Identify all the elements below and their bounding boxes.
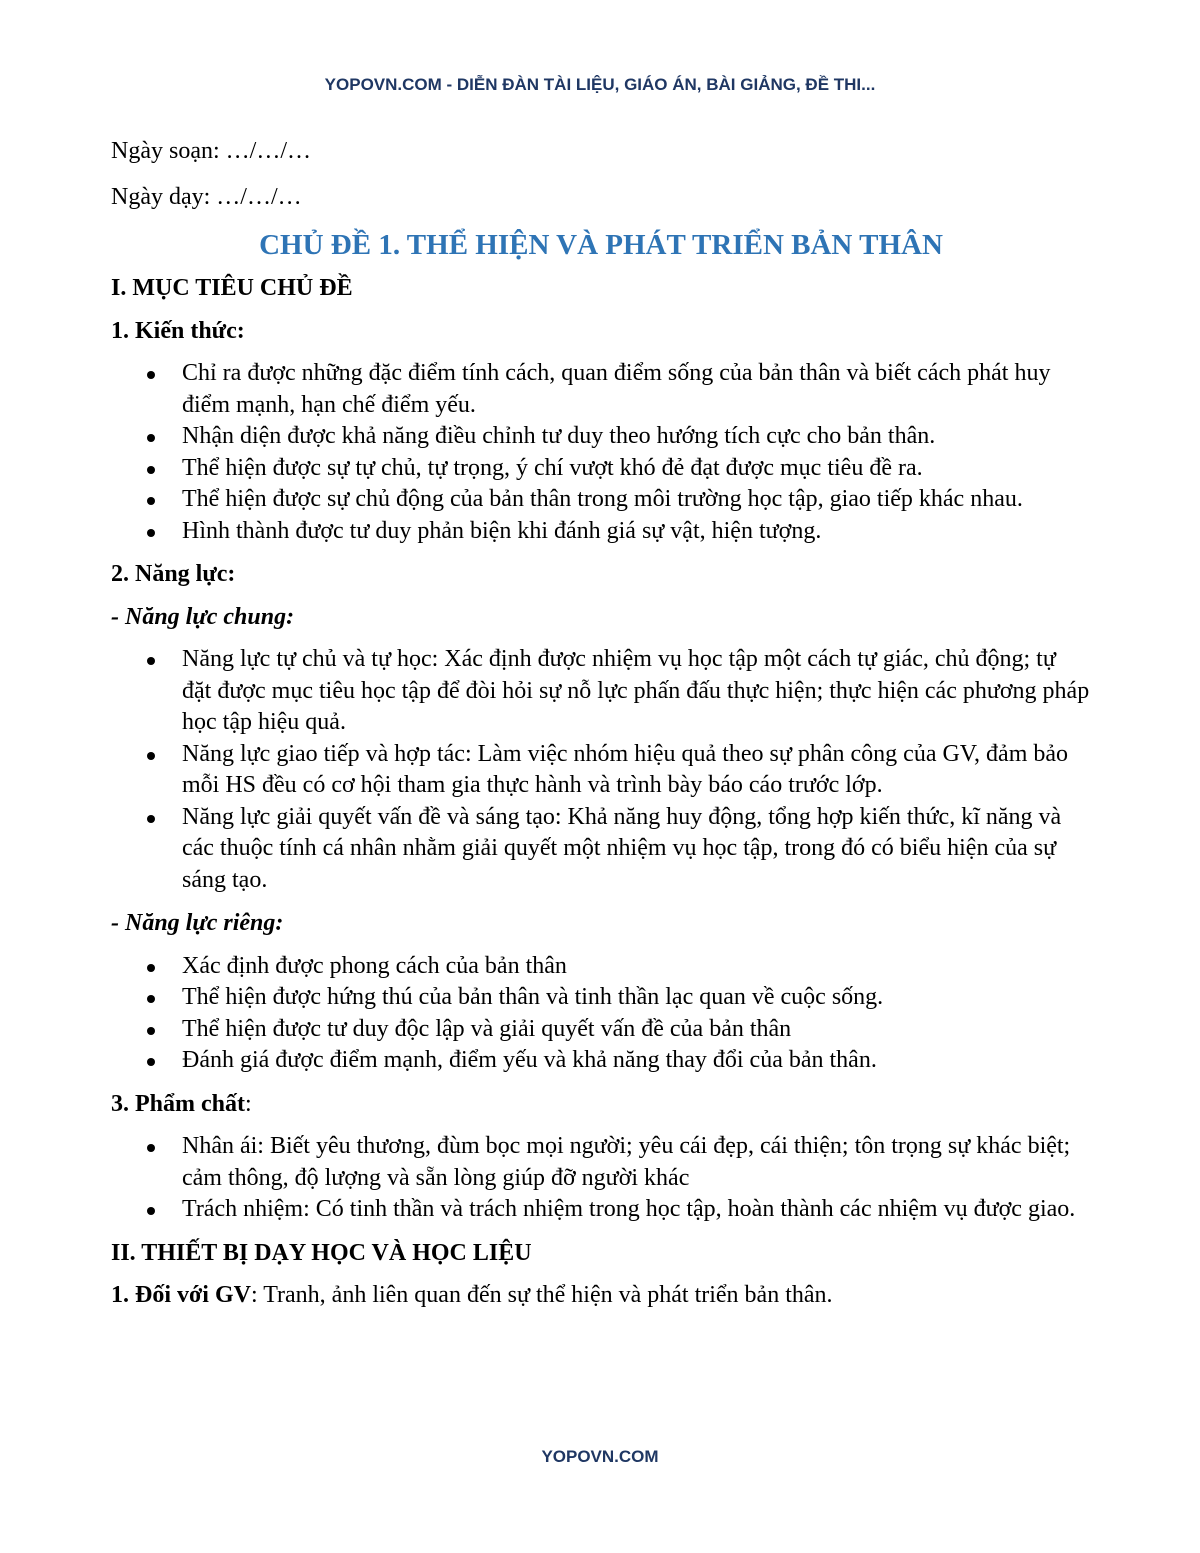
list-item-text: Thể hiện được tư duy độc lập và giải quyết vấn đề của bản thân (182, 1015, 792, 1042)
section-heading-equipment: II. THIẾT BỊ DẠY HỌC VÀ HỌC LIỆU (111, 1239, 532, 1266)
subheading-general-competence: - Năng lực chung: (111, 603, 295, 630)
list-item (111, 1194, 1091, 1226)
list-item (111, 453, 1091, 485)
specific-competence-list (111, 951, 1091, 1077)
list-item (111, 516, 1091, 548)
bullet-icon (147, 1027, 155, 1035)
qualities-list (111, 1131, 1091, 1226)
list-item-text: Thể hiện được sự tự chủ, tự trọng, ý chí vượt khó đẻ đạt được mục tiêu đề ra. (182, 454, 923, 481)
list-item (111, 739, 1091, 802)
ngay-day: Ngày dạy: …/…/… (111, 183, 302, 210)
teacher-equipment-label: 1. Đối với GV (111, 1282, 251, 1308)
list-item (111, 1014, 1091, 1046)
list-item (111, 802, 1091, 897)
list-item (111, 484, 1091, 516)
topic-title: CHỦ ĐỀ 1. THỂ HIỆN VÀ PHÁT TRIỂN BẢN THÂN (259, 229, 943, 261)
subheading-qualities (111, 1089, 1091, 1121)
subheading-knowledge: 1. Kiến thức: (111, 317, 245, 344)
bullet-icon (147, 657, 155, 665)
general-competence-list (111, 644, 1091, 896)
document-body (111, 136, 1091, 1326)
subheading-competence: 2. Năng lực: (111, 561, 236, 587)
bullet-icon (147, 815, 155, 823)
list-item (111, 421, 1091, 453)
list-item (111, 982, 1091, 1014)
list-item-text: Đánh giá được điểm mạnh, điểm yếu và khả năng thay đổi của bản thân. (182, 1047, 877, 1073)
bullet-icon (147, 752, 155, 760)
list-item (111, 951, 1091, 983)
page-header: YOPOVN.COM - DIỄN ĐÀN TÀI LIỆU, GIÁO ÁN, BÀI GIẢNG, ĐỀ THI... (324, 75, 876, 94)
list-item-text: Thể hiện được sự chủ động của bản thân trong môi trường học tập, giao tiếp khác nhau. (182, 486, 1023, 512)
list-item-text: Trách nhiệm: Có tinh thần và trách nhiệm trong học tập, hoàn thành các nhiệm vụ được giao. (182, 1196, 1076, 1222)
list-item (111, 1131, 1091, 1194)
bullet-icon (147, 434, 155, 442)
list-item-text: Năng lực giải quyết vấn đề và sáng tạo: Khả năng huy động, tổng hợp kiến thức, kĩ năng và các thuộc tính cá nhân nhằm giải quyết một nhiệm vụ học tập, trong đó có biểu hiện của sự sáng tạo. (182, 803, 1062, 893)
subheading-specific-competence: - Năng lực riêng: (111, 910, 284, 936)
list-item-text: Nhân ái: Biết yêu thương, đùm bọc mọi người; yêu cái đẹp, cái thiện; tôn trọng sự khác biệt; cảm thông, độ lượng và sẵn lòng giúp đỡ người khác (182, 1133, 1071, 1191)
bullet-icon (147, 466, 155, 474)
list-item-text: Thể hiện được hứng thú của bản thân và tinh thần lạc quan về cuộc sống. (182, 984, 884, 1010)
bullet-icon (147, 529, 155, 537)
teacher-equipment-text: : Tranh, ảnh liên quan đến sự thể hiện và phát triển bản thân. (250, 1282, 833, 1308)
bullet-icon (147, 1144, 155, 1152)
qualities-label: 3. Phẩm chất (111, 1090, 245, 1117)
bullet-icon (147, 1058, 155, 1066)
list-item (111, 358, 1091, 421)
list-item-text: Năng lực tự chủ và tự học: Xác định được nhiệm vụ học tập một cách tự giác, chủ động; tự đặt được mục tiêu học tập để đòi hỏi sự nỗ lực phấn đấu thực hiện; thực hiện các phương pháp học tập hiệu quả. (182, 646, 1090, 735)
list-item-text: Xác định được phong cách của bản thân (182, 952, 567, 979)
ngay-soan: Ngày soạn: …/…/… (111, 138, 311, 164)
list-item-text: Chỉ ra được những đặc điểm tính cách, quan điểm sống của bản thân và biết cách phát huy điểm mạnh, hạn chế điểm yếu. (182, 360, 1051, 418)
list-item-text: Nhận diện được khả năng điều chỉnh tư duy theo hướng tích cực cho bản thân. (182, 423, 936, 449)
list-item (111, 644, 1091, 739)
list-item-text: Năng lực giao tiếp và hợp tác: Làm việc nhóm hiệu quả theo sự phân công của GV, đảm bảo mỗi HS đều có cơ hội tham gia thực hành và trình bày báo cáo trước lớp. (182, 740, 1069, 798)
page-footer: YOPOVN.COM (541, 1447, 659, 1466)
bullet-icon (147, 371, 155, 379)
list-item (111, 1045, 1091, 1077)
qualities-colon: : (245, 1090, 252, 1117)
list-item-text: Hình thành được tư duy phản biện khi đánh giá sự vật, hiện tượng. (182, 517, 822, 544)
bullet-icon (147, 995, 155, 1003)
bullet-icon (147, 964, 155, 972)
bullet-icon (147, 1207, 155, 1215)
bullet-icon (147, 497, 155, 505)
knowledge-list (111, 358, 1091, 547)
teacher-equipment (111, 1280, 1091, 1312)
section-heading-objectives: I. MỤC TIÊU CHỦ ĐỀ (111, 275, 353, 301)
